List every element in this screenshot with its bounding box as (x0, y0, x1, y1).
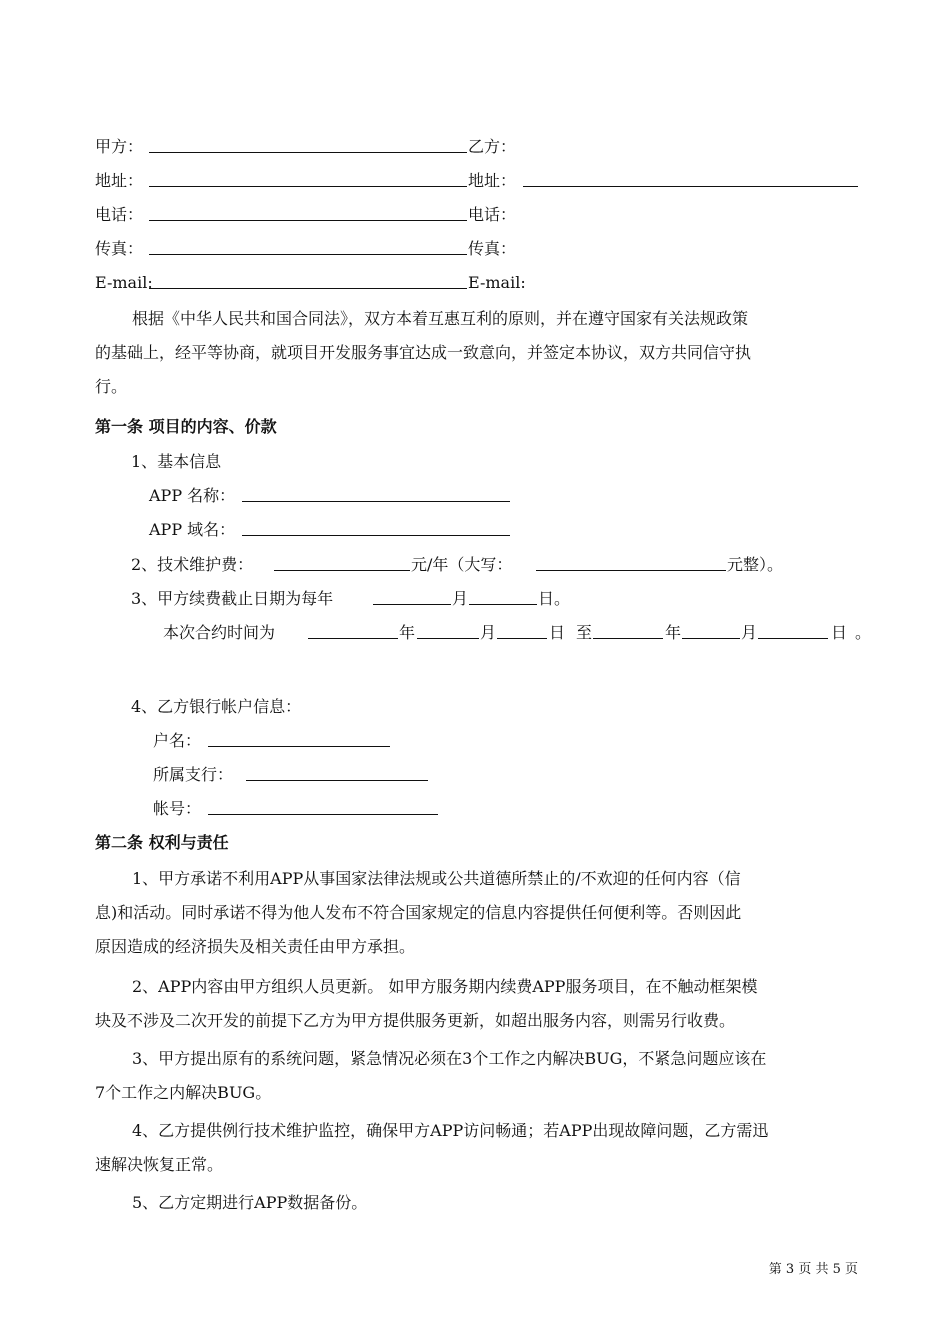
address-a-label: 地址： (95, 171, 144, 190)
address-b-blank (523, 186, 858, 187)
page-number: 第 3 页 共 5 页 (768, 1262, 858, 1277)
account-no-label: 帐号： (153, 799, 202, 818)
fax-a-blank (149, 254, 467, 255)
preamble-line: 根据《中华人民共和国合同法》，双方本着互惠互利的原则，并在遵守国家有关法规政策 (132, 309, 749, 328)
end-day-blank (758, 638, 828, 639)
phone-a-blank (149, 220, 467, 221)
paragraph-line: 3、甲方提出原有的系统问题，紧急情况必须在3个工作之内解决BUG，不紧急问题应该在 (132, 1049, 767, 1068)
renewal-day-label: 日。 (538, 589, 571, 608)
start-year-blank (308, 638, 398, 639)
paragraph-line: 息)和活动。同时承诺不得为他人发布不符合国家规定的信息内容提供任何便利等。否则因此 (95, 903, 742, 922)
branch-row (153, 764, 553, 786)
article2-paragraph-4 (95, 1114, 865, 1182)
paragraph-line: 5、乙方定期进行APP数据备份。 (132, 1193, 368, 1212)
preamble (95, 302, 865, 404)
item2-suffix: 元整）。 (727, 555, 784, 574)
fax-row (95, 238, 875, 260)
end-year-label: 年 (665, 623, 682, 642)
account-name-row (153, 730, 553, 752)
app-domain-row (149, 519, 549, 541)
item1-label: 1、基本信息 (131, 452, 222, 471)
start-month-blank (417, 638, 479, 639)
article2-title: 第二条 权利与责任 (95, 833, 229, 852)
item3-renewal-row (131, 588, 631, 610)
end-month-blank (682, 638, 740, 639)
account-name-blank (208, 746, 390, 747)
paragraph-line: 7个工作之内解决BUG。 (95, 1083, 272, 1102)
article2-paragraph-1 (95, 862, 865, 964)
app-domain-blank (242, 535, 510, 536)
term-period: 。 (855, 623, 872, 642)
item3-prefix: 3、甲方续费截止日期为每年 (131, 589, 334, 608)
branch-label: 所属支行： (153, 765, 234, 784)
address-a-blank (149, 186, 467, 187)
party-row (95, 136, 875, 158)
account-name-label: 户名： (153, 731, 202, 750)
item2-fee-row (131, 554, 811, 576)
item2-prefix: 2、技术维护费： (131, 555, 254, 574)
start-month-label: 月 (480, 623, 497, 642)
preamble-line: 行。 (95, 377, 128, 396)
item4-label: 4、乙方银行帐户信息： (131, 697, 302, 716)
party-b-label: 乙方： (468, 137, 517, 156)
preamble-line: 的基础上，经平等协商，就项目开发服务事宜达成一致意向，并签定本协议，双方共同信守执 (95, 343, 752, 362)
account-no-blank (208, 814, 438, 815)
item4-bank-info (131, 696, 531, 718)
fee-amount-blank (274, 570, 410, 571)
end-day-label: 日 (831, 623, 848, 642)
paragraph-line: 1、甲方承诺不利用APP从事国家法律法规或公共道德所禁止的/不欢迎的任何内容（信 (132, 869, 741, 888)
party-a-blank (149, 152, 467, 153)
term-to-label: 至 (576, 623, 593, 642)
fax-b-label: 传真： (468, 239, 517, 258)
app-name-blank (242, 501, 510, 502)
email-row (95, 272, 875, 294)
renewal-month-blank (373, 604, 451, 605)
paragraph-line: 块及不涉及二次开发的前提下乙方为甲方提供服务更新，如超出服务内容，则需另行收费。 (95, 1011, 736, 1030)
fee-words-blank (536, 570, 726, 571)
start-year-label: 年 (399, 623, 416, 642)
paragraph-line: 4、乙方提供例行技术维护监控，确保甲方APP访问畅通；若APP出现故障问题，乙方需迅 (132, 1121, 769, 1140)
term-prefix: 本次合约时间为 (163, 623, 276, 642)
app-domain-label: APP 域名： (149, 520, 236, 539)
end-month-label: 月 (741, 623, 758, 642)
renewal-day-blank (469, 604, 537, 605)
app-name-row (149, 485, 549, 507)
article1-title: 第一条 项目的内容、价款 (95, 417, 277, 436)
start-day-blank (497, 638, 547, 639)
fax-a-label: 传真： (95, 239, 144, 258)
item1-basic-info (131, 451, 531, 473)
item2-mid: 元/年（大写： (411, 555, 513, 574)
renewal-month-label: 月 (452, 589, 469, 608)
paragraph-line: 速解决恢复正常。 (95, 1155, 224, 1174)
email-b-label: E-mail: (468, 273, 526, 292)
address-row (95, 170, 875, 192)
paragraph-line: 2、APP内容由甲方组织人员更新。 如甲方服务期内续费APP服务项目，在不触动框架模 (132, 977, 758, 996)
article2-paragraph-2 (95, 970, 865, 1038)
email-a-label: E-mail: (95, 273, 153, 292)
paragraph-line: 原因造成的经济损失及相关责任由甲方承担。 (95, 937, 416, 956)
start-day-label: 日 (549, 623, 566, 642)
email-a-blank (149, 288, 467, 289)
phone-row (95, 204, 875, 226)
phone-b-label: 电话： (468, 205, 517, 224)
article2-paragraph-5 (95, 1186, 865, 1220)
address-b-label: 地址： (468, 171, 517, 190)
phone-a-label: 电话： (95, 205, 144, 224)
article2-paragraph-3 (95, 1042, 865, 1110)
term-row (163, 622, 873, 644)
end-year-blank (593, 638, 663, 639)
account-no-row (153, 798, 553, 820)
branch-blank (246, 780, 428, 781)
app-name-label: APP 名称： (149, 486, 236, 505)
party-a-label: 甲方： (95, 137, 144, 156)
